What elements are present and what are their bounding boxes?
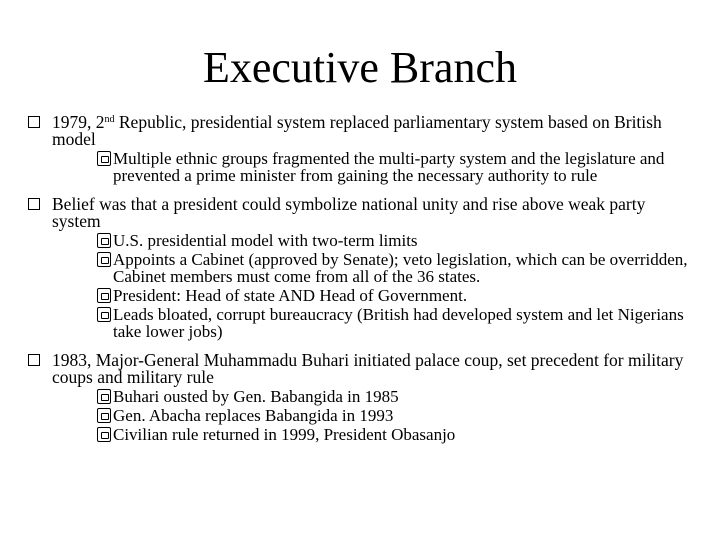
sub-bullet: [52, 388, 698, 405]
sub-bullet-text: U.S. presidential model with two-term limits: [113, 231, 418, 250]
bullet-3-text: 1983, Major-General Muhammadu Buhari initiated palace coup, set precedent for military coups and military rule: [52, 350, 684, 387]
missing-glyph-icon: [97, 389, 111, 404]
missing-glyph-icon: [97, 252, 111, 267]
bullet-2: [28, 196, 698, 340]
missing-glyph-icon: [97, 427, 111, 442]
bullet-2-text: Belief was that a president could symbolize national unity and rise above weak party system: [52, 194, 646, 231]
sub-bullet: [52, 306, 698, 340]
sub-bullet: [52, 150, 698, 184]
bullet-1-text-a: 1979, 2: [52, 112, 105, 132]
sub-bullet-text: Leads bloated, corrupt bureaucracy (British had developed system and let Nigerians take lower jobs): [113, 305, 684, 341]
sub-bullet-text: Gen. Abacha replaces Babangida in 1993: [113, 406, 394, 425]
sub-bullet-text: President: Head of state AND Head of Government.: [113, 286, 468, 305]
sub-bullet-text: Appoints a Cabinet (approved by Senate); veto legislation, which can be overridden, Cabinet members must come from all of the 36 states.: [113, 250, 688, 286]
square-bullet-icon: [28, 116, 40, 128]
sub-bullet: [52, 232, 698, 249]
bullet-1-text-b: Republic, presidential system replaced parliamentary system based on British model: [52, 112, 662, 149]
square-bullet-icon: [28, 354, 40, 366]
bullet-1: [28, 114, 698, 184]
slide-content: [28, 114, 698, 455]
sub-bullet-text: Civilian rule returned in 1999, President Obasanjo: [113, 425, 456, 444]
slide-title: Executive Branch: [203, 43, 517, 92]
bullet-1-sup: nd: [104, 114, 115, 125]
sub-bullet-text: Multiple ethnic groups fragmented the multi-party system and the legislature and prevented a prime minister from gaining the necessary authority to rule: [113, 149, 665, 185]
bullet-3: [28, 352, 698, 443]
sub-bullet: [52, 287, 698, 304]
sub-bullet: [52, 407, 698, 424]
missing-glyph-icon: [97, 151, 111, 166]
sub-bullet: [52, 426, 698, 443]
square-bullet-icon: [28, 198, 40, 210]
missing-glyph-icon: [97, 233, 111, 248]
missing-glyph-icon: [97, 288, 111, 303]
missing-glyph-icon: [97, 307, 111, 322]
missing-glyph-icon: [97, 408, 111, 423]
sub-bullet-text: Buhari ousted by Gen. Babangida in 1985: [113, 387, 399, 406]
sub-bullet: [52, 251, 698, 285]
